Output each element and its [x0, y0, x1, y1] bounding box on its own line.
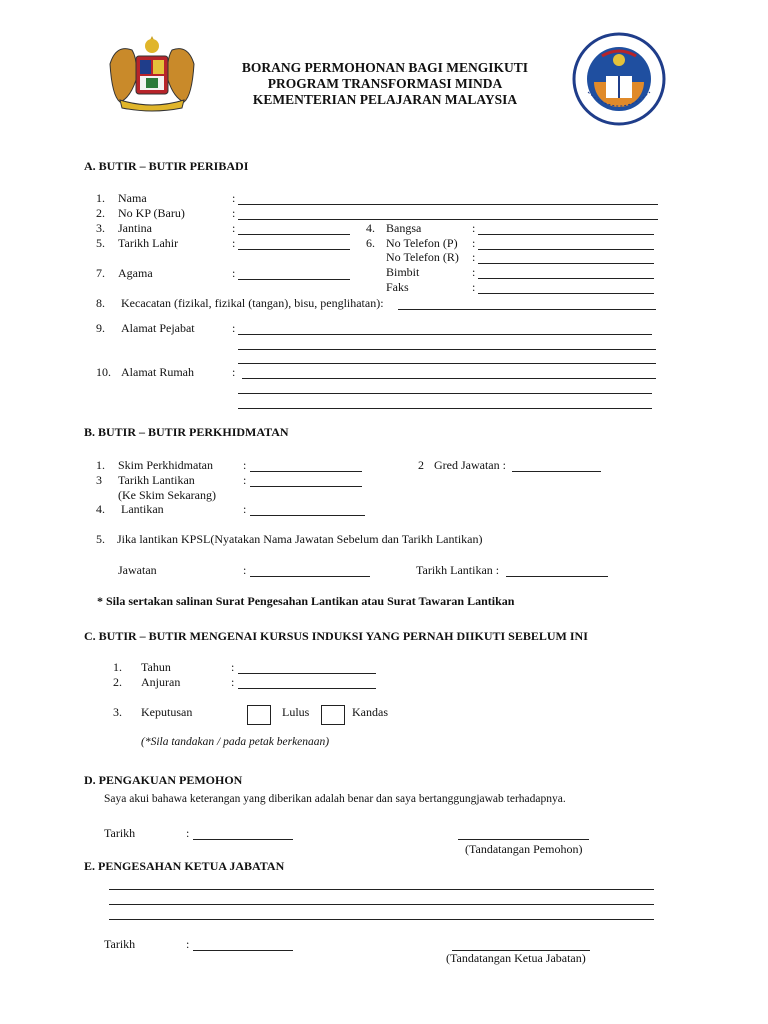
- item-number: 4.: [96, 502, 105, 516]
- colon: :: [472, 250, 476, 264]
- skim-perkhidmatan-field[interactable]: [250, 471, 362, 472]
- item-number: 1.: [96, 191, 105, 205]
- item-number: 2.: [113, 675, 122, 689]
- telefon-p-field[interactable]: [478, 249, 654, 250]
- label-kecacatan: Kecacatan (fizikal, fizikal (tangan), bisu, penglihatan):: [121, 296, 384, 310]
- pengesahan-field-2[interactable]: [109, 904, 654, 905]
- label-tarikh-pemohon: Tarikh: [104, 826, 136, 840]
- label-agama: Agama: [118, 266, 153, 280]
- item-number: 3: [96, 473, 102, 487]
- label-telefon-r: No Telefon (R): [386, 250, 459, 264]
- faks-field[interactable]: [478, 293, 654, 294]
- lulus-checkbox[interactable]: [247, 705, 271, 725]
- colon: :: [186, 937, 190, 951]
- colon: :: [243, 502, 247, 516]
- item-number: 7.: [96, 266, 105, 280]
- attachment-note: * Sila sertakan salinan Surat Pengesahan Lantikan atau Surat Tawaran Lantikan: [97, 594, 515, 608]
- colon: :: [232, 321, 236, 335]
- alamat-pejabat-field-2[interactable]: [238, 349, 656, 350]
- item-number: 6.: [366, 236, 375, 250]
- pengesahan-field-1[interactable]: [109, 889, 654, 890]
- label-bimbit: Bimbit: [386, 265, 420, 279]
- ministry-of-education-logo: [572, 32, 666, 126]
- alamat-pejabat-field-3[interactable]: [238, 363, 656, 364]
- label-telefon-p: No Telefon (P): [386, 236, 458, 250]
- jantina-field[interactable]: [238, 234, 350, 235]
- label-bangsa: Bangsa: [386, 221, 422, 235]
- section-c-title: C. BUTIR – BUTIR MENGENAI KURSUS INDUKSI YANG PERNAH DIIKUTI SEBELUM INI: [84, 629, 588, 643]
- label-gred-jawatan: Gred Jawatan :: [434, 458, 506, 472]
- lantikan-field[interactable]: [250, 515, 365, 516]
- colon: :: [232, 365, 236, 379]
- item-number: 10.: [96, 365, 111, 379]
- anjuran-field[interactable]: [238, 688, 376, 689]
- label-nama: Nama: [118, 191, 147, 205]
- label-jantina: Jantina: [118, 221, 152, 235]
- label-keputusan: Keputusan: [141, 705, 193, 719]
- item-number: 4.: [366, 221, 375, 235]
- label-lulus: Lulus: [282, 705, 310, 719]
- colon: :: [232, 266, 236, 280]
- label-kpsl: Jika lantikan KPSL(Nyatakan Nama Jawatan Sebelum dan Tarikh Lantikan): [117, 532, 483, 546]
- label-tandatangan-ketua: (Tandatangan Ketua Jabatan): [446, 951, 586, 965]
- tarikh-lahir-field[interactable]: [238, 249, 350, 250]
- label-faks: Faks: [386, 280, 409, 294]
- colon: :: [472, 221, 476, 235]
- gred-jawatan-field[interactable]: [512, 471, 601, 472]
- label-tandatangan-pemohon: (Tandatangan Pemohon): [465, 842, 583, 856]
- nama-field[interactable]: [238, 204, 658, 205]
- item-number: 5.: [96, 236, 105, 250]
- no-kp-field[interactable]: [238, 219, 658, 220]
- form-title-line-2: PROGRAM TRANSFORMASI MINDA: [267, 76, 503, 91]
- section-d-title: D. PENGAKUAN PEMOHON: [84, 773, 243, 787]
- colon: :: [232, 191, 236, 205]
- label-tarikh-lantikan: Tarikh Lantikan: [118, 473, 195, 487]
- colon: :: [232, 236, 236, 250]
- kandas-checkbox[interactable]: [321, 705, 345, 725]
- kecacatan-field[interactable]: [398, 309, 656, 310]
- colon: :: [186, 826, 190, 840]
- item-number: 8.: [96, 296, 105, 310]
- label-no-kp: No KP (Baru): [118, 206, 185, 220]
- section-e-title: E. PENGESAHAN KETUA JABATAN: [84, 859, 285, 873]
- checkbox-instruction: (*Sila tandakan / pada petak berkenaan): [141, 736, 330, 748]
- agama-field[interactable]: [238, 279, 350, 280]
- colon: :: [243, 458, 247, 472]
- colon: :: [243, 473, 247, 487]
- bangsa-field[interactable]: [478, 234, 654, 235]
- pengesahan-field-3[interactable]: [109, 919, 654, 920]
- section-b-title: B. BUTIR – BUTIR PERKHIDMATAN: [84, 425, 289, 439]
- label-jawatan: Jawatan: [118, 563, 157, 577]
- colon: :: [232, 206, 236, 220]
- tandatangan-pemohon-field[interactable]: [458, 839, 589, 840]
- colon: :: [243, 563, 247, 577]
- label-tarikh-lantikan-sebelum: Tarikh Lantikan :: [416, 563, 500, 577]
- item-number: 3.: [113, 705, 122, 719]
- label-alamat-rumah: Alamat Rumah: [121, 365, 194, 379]
- label-ke-skim-sekarang: (Ke Skim Sekarang): [118, 488, 216, 502]
- colon: :: [231, 675, 235, 689]
- tarikh-ketua-field[interactable]: [193, 950, 293, 951]
- colon: :: [231, 660, 235, 674]
- jawatan-field[interactable]: [250, 576, 370, 577]
- label-skim-perkhidmatan: Skim Perkhidmatan: [118, 458, 213, 472]
- item-number: 9.: [96, 321, 105, 335]
- item-number: 2: [418, 458, 424, 472]
- label-anjuran: Anjuran: [141, 675, 181, 689]
- label-kandas: Kandas: [352, 705, 388, 719]
- alamat-rumah-field-2[interactable]: [238, 393, 652, 394]
- telefon-r-field[interactable]: [478, 263, 654, 264]
- colon: :: [472, 265, 476, 279]
- label-tarikh-lahir: Tarikh Lahir: [118, 236, 179, 250]
- tarikh-lantikan-sebelum-field[interactable]: [506, 576, 608, 577]
- item-number: 5.: [96, 532, 105, 546]
- malaysia-coat-of-arms-logo: [102, 34, 202, 112]
- tarikh-pemohon-field[interactable]: [193, 839, 293, 840]
- item-number: 1.: [113, 660, 122, 674]
- label-lantikan: Lantikan: [121, 502, 164, 516]
- item-number: 2.: [96, 206, 105, 220]
- item-number: 1.: [96, 458, 105, 472]
- colon: :: [232, 221, 236, 235]
- alamat-pejabat-field-1[interactable]: [238, 334, 652, 335]
- section-a-title: A. BUTIR – BUTIR PERIBADI: [84, 159, 249, 173]
- colon: :: [472, 236, 476, 250]
- label-tarikh-ketua: Tarikh: [104, 937, 136, 951]
- form-title-line-3: KEMENTERIAN PELAJARAN MALAYSIA: [252, 92, 518, 107]
- tarikh-lantikan-field[interactable]: [250, 486, 362, 487]
- bimbit-field[interactable]: [478, 278, 654, 279]
- colon: :: [472, 280, 476, 294]
- alamat-rumah-field-1[interactable]: [242, 378, 656, 379]
- alamat-rumah-field-3[interactable]: [238, 408, 652, 409]
- form-title-line-1: BORANG PERMOHONAN BAGI MENGIKUTI: [241, 60, 529, 75]
- declaration-statement: Saya akui bahawa keterangan yang diberikan adalah benar dan saya bertanggungjawab terhadapnya.: [104, 793, 566, 805]
- label-tahun: Tahun: [141, 660, 171, 674]
- label-alamat-pejabat: Alamat Pejabat: [121, 321, 195, 335]
- item-number: 3.: [96, 221, 105, 235]
- tahun-field[interactable]: [238, 673, 376, 674]
